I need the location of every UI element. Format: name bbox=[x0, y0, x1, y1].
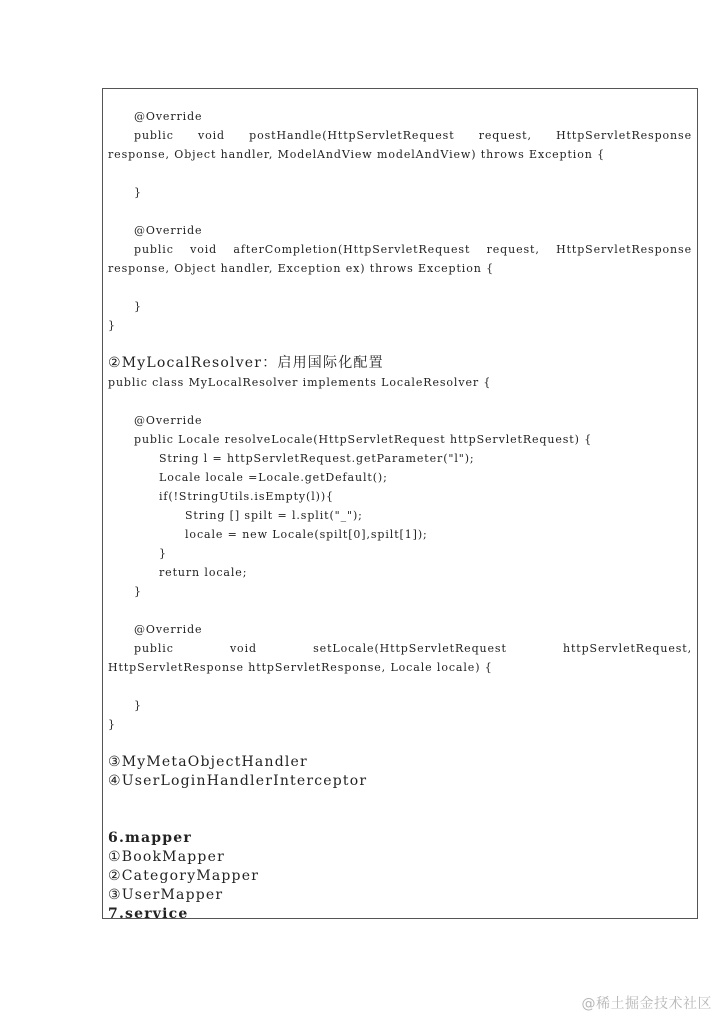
code-line: } bbox=[134, 699, 142, 712]
list-item-handler: ④UserLoginHandlerInterceptor bbox=[108, 773, 368, 789]
code-line-blank bbox=[108, 601, 692, 620]
code-line: response, Object handler, ModelAndView modelAndView) throws Exception { bbox=[108, 148, 606, 161]
watermark-text: @稀土掘金技术社区 bbox=[581, 996, 712, 1012]
code-line: public Locale resolveLocale(HttpServletRequest httpServletRequest) { bbox=[134, 433, 593, 446]
code-line: if(!StringUtils.isEmpty(l)){ bbox=[159, 490, 334, 503]
code-line: public void setLocale(HttpServletRequest httpServletRequest, bbox=[134, 642, 692, 655]
spacer bbox=[108, 734, 692, 753]
list-item-handler: ③MyMetaObjectHandler bbox=[108, 754, 308, 770]
code-line: public class MyLocalResolver implements LocaleResolver { bbox=[108, 376, 492, 389]
list-item-mapper: ③UserMapper bbox=[108, 887, 224, 903]
spacer bbox=[108, 791, 692, 810]
code-line: Locale locale =Locale.getDefault(); bbox=[159, 471, 388, 484]
code-line-blank bbox=[108, 164, 692, 183]
code-line-blank bbox=[108, 202, 692, 221]
list-item-mapper: ①BookMapper bbox=[108, 849, 225, 865]
code-line: } bbox=[108, 319, 116, 332]
code-line: } bbox=[108, 718, 116, 731]
code-line: response, Object handler, Exception ex) throws Exception { bbox=[108, 262, 495, 275]
code-line: public void afterCompletion(HttpServletRequest request, HttpServletResponse bbox=[134, 243, 692, 256]
code-line: HttpServletResponse httpServletResponse, Locale locale) { bbox=[108, 661, 493, 674]
section-heading-locale-resolver: ②MyLocalResolver：启用国际化配置 bbox=[108, 355, 384, 371]
code-line: } bbox=[134, 585, 142, 598]
code-line-blank bbox=[108, 278, 692, 297]
code-line: } bbox=[134, 186, 142, 199]
code-line: @Override bbox=[134, 623, 203, 636]
code-line: } bbox=[159, 547, 167, 560]
code-line: String l = httpServletRequest.getParameter("l"); bbox=[159, 452, 475, 465]
code-line-blank bbox=[108, 392, 692, 411]
code-line: return locale; bbox=[159, 566, 248, 579]
code-line-blank bbox=[108, 677, 692, 696]
spacer bbox=[108, 335, 692, 354]
code-line: @Override bbox=[134, 110, 203, 123]
list-item-mapper: ②CategoryMapper bbox=[108, 868, 260, 884]
section-heading-service: 7.service bbox=[108, 906, 189, 922]
spacer bbox=[108, 810, 692, 829]
code-line: } bbox=[134, 300, 142, 313]
code-line: String [] spilt = l.split("_"); bbox=[185, 509, 363, 522]
document-content bbox=[108, 107, 692, 924]
section-heading-mapper: 6.mapper bbox=[108, 830, 192, 846]
code-line: @Override bbox=[134, 414, 203, 427]
code-line: public void postHandle(HttpServletRequest request, HttpServletResponse bbox=[134, 129, 692, 142]
code-line: locale = new Locale(spilt[0],spilt[1]); bbox=[185, 528, 428, 541]
code-line: @Override bbox=[134, 224, 203, 237]
